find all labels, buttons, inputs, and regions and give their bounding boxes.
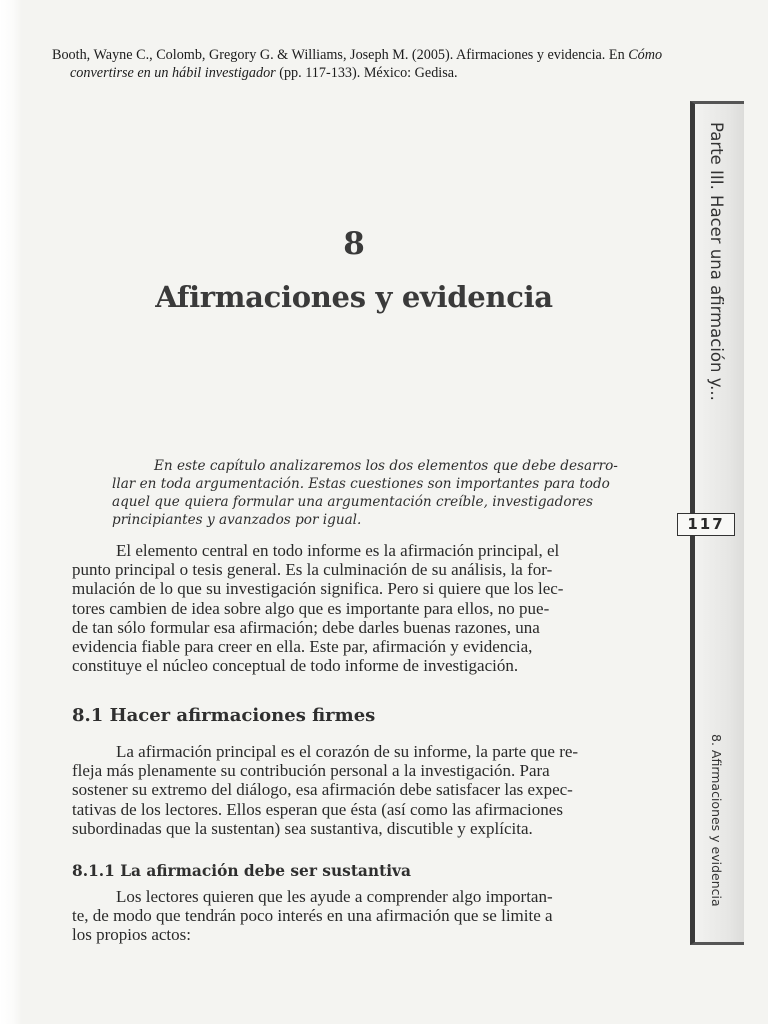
- chapter-number: 8: [343, 226, 365, 262]
- citation: [52, 46, 732, 82]
- page-number: 117: [677, 513, 735, 536]
- text-line: fleja más plenamente su contribución personal a la investigación. Para: [72, 761, 550, 781]
- text-line: los propios actos:: [72, 925, 191, 945]
- text-line: constituye el núcleo conceptual de todo informe de investigación.: [72, 656, 519, 676]
- text-line: sostener su extremo del diálogo, esa afirmación debe satisfacer las expec-: [72, 780, 573, 800]
- text-line: tativas de los lectores. Ellos esperan que ésta (así como las afirmaciones: [72, 799, 563, 819]
- paragraph-intro: [72, 541, 634, 675]
- text-line: mulación de lo que su investigación significa. Pero si quiere que los lec-: [72, 579, 564, 599]
- chapter-title: Afirmaciones y evidencia: [155, 280, 553, 314]
- text-line: tores cambien de idea sobre algo que es importante para ellos, no pue-: [72, 598, 550, 618]
- text-line: Los lectores quieren que les ayude a comprender algo importan-: [116, 887, 553, 906]
- paragraph-8-1: [72, 742, 634, 838]
- text-line: subordinadas que la sustentan) sea sustantiva, discutible y explícita.: [72, 818, 533, 838]
- section-heading-8-1-1: 8.1.1 La afirmación debe ser sustantiva: [72, 862, 411, 880]
- text-line: te, de modo que tendrán poco interés en una afirmación que se limite a: [72, 906, 553, 926]
- citation-line-1: Booth, Wayne C., Colomb, Gregory G. & Williams, Joseph M. (2005). Afirmaciones y evidencia. En Cómo: [52, 47, 663, 63]
- citation-line-2: convertirse en un hábil investigador (pp. 117-133). México: Gedisa.: [70, 65, 458, 81]
- text-line: evidencia fiable para creer en ella. Este par, afirmación y evidencia,: [72, 637, 533, 657]
- abstract-line: En este capítulo analizaremos los dos elementos que debe desarro-: [154, 458, 618, 474]
- abstract-line: llar en toda argumentación. Estas cuestiones son importantes para todo: [112, 476, 610, 492]
- chapter-abstract: [112, 457, 634, 529]
- part-label: Parte III. Hacer una afirmación y...: [707, 122, 726, 401]
- page-edge: [0, 0, 22, 1024]
- text-line: punto principal o tesis general. Es la culminación de su análisis, la for-: [72, 560, 553, 580]
- abstract-line: aquel que quiera formular una argumentación creíble, investigadores: [112, 494, 594, 510]
- chapter-label: 8. Afirmaciones y evidencia: [709, 734, 724, 907]
- abstract-line: principiantes y avanzados por igual.: [112, 512, 362, 528]
- text-line: de tan sólo formular esa afirmación; debe darles buenas razones, una: [72, 617, 540, 637]
- paragraph-8-1-1: [72, 887, 634, 945]
- section-heading-8-1: 8.1 Hacer afirmaciones firmes: [72, 705, 376, 726]
- text-line: La afirmación principal es el corazón de su informe, la parte que re-: [116, 742, 579, 761]
- text-line: El elemento central en todo informe es la afirmación principal, el: [116, 541, 560, 560]
